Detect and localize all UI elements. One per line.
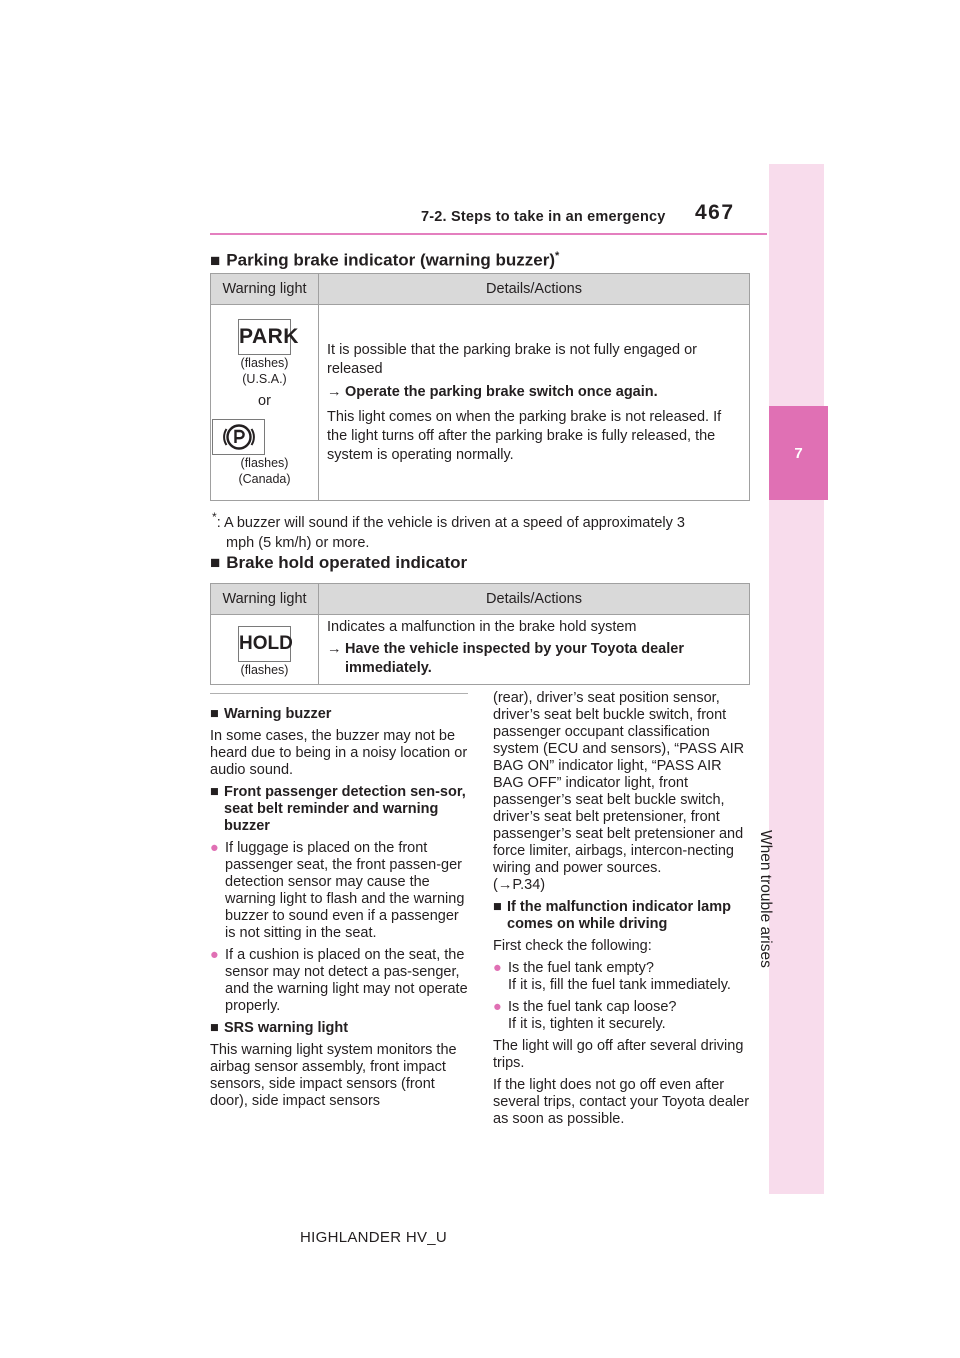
table-header-row	[211, 584, 750, 615]
icon-caption: (flashes)	[240, 355, 289, 370]
icon-caption: (flashes)	[240, 455, 289, 470]
col-details-actions: Details/Actions	[319, 584, 750, 615]
bullet-item	[210, 840, 472, 942]
page-number: 467	[695, 201, 735, 224]
icon-caption: (Canada)	[238, 471, 291, 486]
bullet-text: Is the fuel tank cap loose?	[508, 999, 677, 1015]
side-tab-band	[769, 164, 824, 1194]
col-warning-light: Warning light	[211, 274, 319, 305]
action-line	[327, 383, 741, 402]
bullet-dot: ●	[210, 947, 219, 963]
arrow-icon: →	[497, 877, 513, 893]
warning-light-cell	[211, 615, 319, 685]
paragraph: If the light does not go off even after several trips, contact your Toyota dealer as soon as possible.	[493, 1077, 750, 1127]
details-cell	[319, 615, 750, 685]
side-tab-label-holder	[757, 830, 775, 968]
details-cell	[319, 305, 750, 501]
bullet-item	[493, 960, 755, 994]
footer-model: HIGHLANDER HV_U	[300, 1229, 448, 1246]
table-header-row	[211, 274, 750, 305]
mil-heading	[493, 899, 755, 933]
warning-light-cell	[211, 305, 319, 501]
table-row	[211, 305, 750, 501]
heading-text: If the malfunction indicator lamp comes on while driving	[507, 899, 731, 932]
header-rule	[210, 233, 767, 235]
action-text: Have the vehicle inspected by your Toyota dealer immediately.	[345, 640, 684, 676]
chapter-number: 7	[794, 444, 803, 462]
srs-heading	[210, 1020, 472, 1037]
paragraph: In some cases, the buzzer may not be heard due to being in a noisy location or audio sound.	[210, 728, 468, 778]
warning-buzzer-heading	[210, 706, 472, 723]
chapter-tab[interactable]	[769, 406, 828, 500]
parking-brake-table	[210, 273, 750, 501]
page-reference-link[interactable]: P.34)	[512, 877, 546, 893]
parking-brake-heading	[210, 250, 559, 271]
or-text: or	[258, 392, 271, 409]
bullet-text: If luggage is placed on the front passenger seat, the front passen-ger detection sensor may cause the warning light to flash and the warning buzzer to sound even if a passenger is not sitting in the seat.	[225, 840, 465, 941]
detail-text: It is possible that the parking brake is not fully engaged or released	[327, 341, 697, 377]
action-line	[327, 640, 741, 678]
srs-continued-text: (rear), driver’s seat position sensor, driver’s seat belt buckle switch, front passenger occupant classification system (ECU and sensors), “PASS AIR BAG ON” indicator light, “PASS AIR BAG OFF” indicator light, front passenger’s seat belt buckle switch, driver’s seat belt pretensioner, front passenger’s seat belt pretensioner and force limiter, airbags, intercon-necting wiring and power sources.	[493, 690, 745, 876]
square-marker: ■	[210, 250, 221, 270]
bullet-item	[210, 947, 472, 1015]
action-text: Operate the parking brake switch once again.	[345, 383, 658, 400]
brake-hold-table	[210, 583, 750, 685]
paragraph: The light will go off after several driving trips.	[493, 1038, 744, 1071]
left-column	[210, 706, 472, 1115]
paragraph: This warning light system monitors the airbag sensor assembly, front impact sensors, side impact sensors (front door), side impact sensors	[210, 1042, 457, 1109]
ref-paren: (	[493, 877, 498, 893]
square-marker: ■	[210, 1020, 219, 1036]
bullet-text: If a cushion is placed on the seat, the sensor may not detect a pas-senger, and the warning light may not operate properly.	[225, 947, 468, 1014]
footnote-line: : A buzzer will sound if the vehicle is driven at a speed of approximately 3	[216, 514, 685, 531]
detail-text: This light comes on when the parking brake is not released. If the light turns off after the parking brake is fully released, the system is operating normally.	[327, 408, 722, 463]
footnote-line: mph (5 km/h) or more.	[226, 534, 370, 551]
paragraph	[493, 690, 755, 894]
bullet-dot: ●	[493, 999, 502, 1015]
bullet-item	[493, 999, 755, 1033]
brake-hold-heading-text: Brake hold operated indicator	[226, 553, 468, 572]
square-marker: ■	[210, 553, 221, 572]
parking-brake-heading-text: Parking brake indicator (warning buzzer)	[226, 250, 556, 270]
bullet-dot: ●	[210, 840, 219, 856]
section-title: 7-2. Steps to take in an emergency	[421, 209, 666, 225]
bullet-dot: ●	[493, 960, 502, 976]
side-tab-label: When trouble arises	[757, 830, 774, 968]
col-details-actions: Details/Actions	[319, 274, 750, 305]
footnote	[212, 507, 752, 553]
footnote-mark: *	[212, 510, 217, 524]
hold-indicator-icon: HOLD	[238, 626, 291, 662]
parking-p-circle-icon	[212, 419, 265, 455]
table-row	[211, 615, 750, 685]
park-indicator-icon: PARK	[238, 319, 291, 355]
bullet-text: If it is, tighten it securely.	[508, 1016, 666, 1032]
bullet-text: If it is, fill the fuel tank immediately.	[508, 977, 731, 993]
heading-text: Front passenger detection sen-sor, seat belt reminder and warning buzzer	[224, 784, 466, 834]
square-marker: ■	[210, 706, 219, 722]
column-rule	[210, 693, 468, 694]
detail-text: Indicates a malfunction in the brake hold system	[327, 618, 637, 635]
icon-caption: (U.S.A.)	[242, 371, 287, 386]
footnote-mark: *	[555, 250, 560, 262]
bullet-text: Is the fuel tank empty?	[508, 960, 654, 976]
arrow-icon: →	[327, 640, 342, 657]
heading-text: SRS warning light	[224, 1020, 349, 1036]
front-passenger-heading	[210, 784, 472, 835]
heading-text: Warning buzzer	[224, 706, 332, 722]
icon-caption: (flashes)	[240, 662, 289, 677]
paragraph: First check the following:	[493, 938, 652, 954]
square-marker: ■	[493, 899, 502, 915]
right-column	[493, 690, 755, 1133]
col-warning-light: Warning light	[211, 584, 319, 615]
arrow-icon: →	[327, 383, 342, 400]
square-marker: ■	[210, 784, 219, 800]
p-circle-svg	[221, 422, 257, 452]
brake-hold-heading	[210, 553, 467, 573]
